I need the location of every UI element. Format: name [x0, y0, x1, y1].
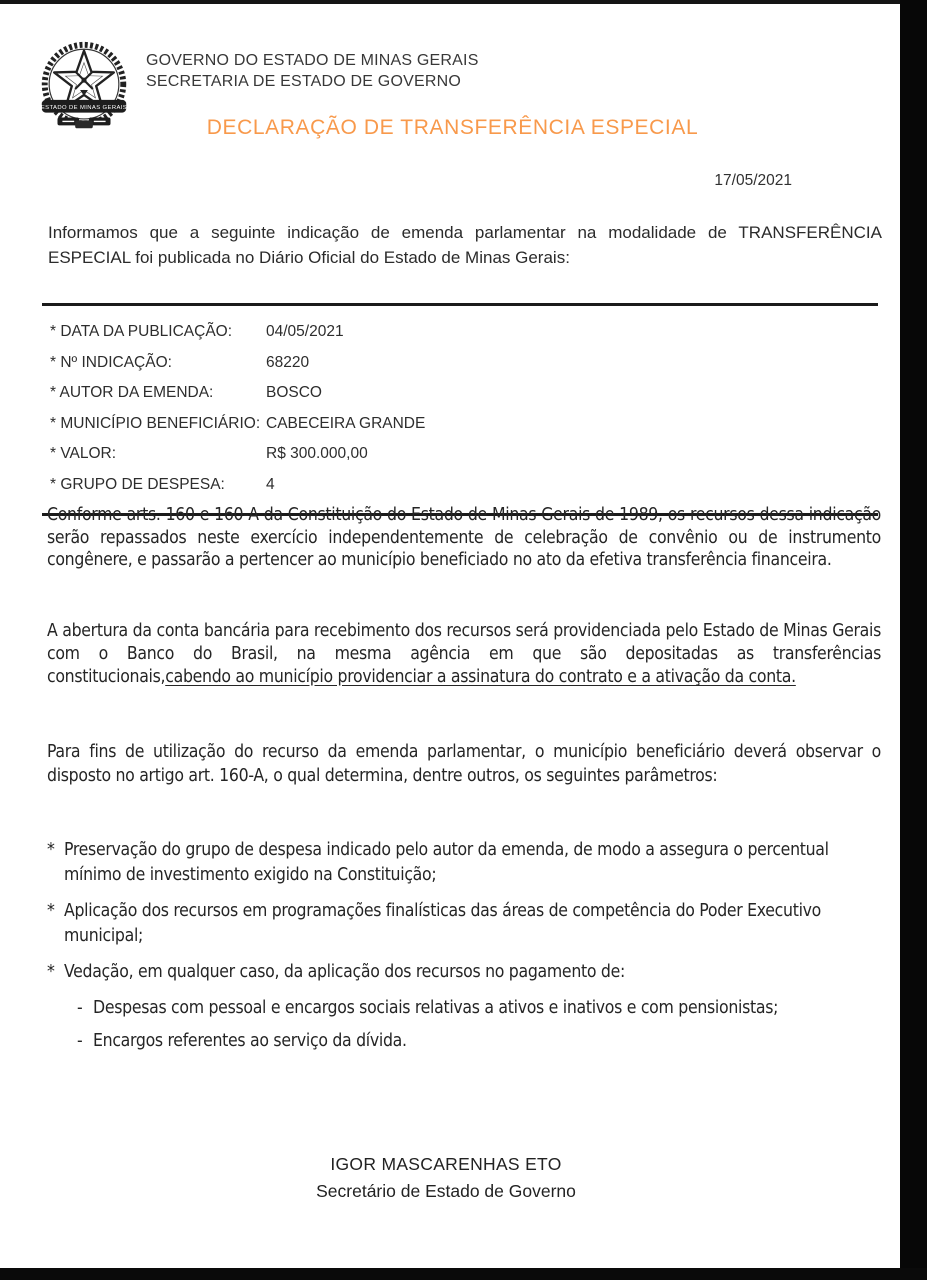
logo-banner-text: ESTADO DE MINAS GERAIS — [40, 105, 128, 112]
paragraph-constitution: Conforme arts. 160 e 160-A da Constituição do Estado de Minas Gerais de 1989, os recursos dessa indicação serão repassados neste exercício independentemente de celebração de convênio ou de instrumento congênere, e passarão a pertencer ao município beneficiado no ato da efetiva transferência financeira. — [47, 505, 881, 570]
list-item — [77, 996, 869, 1021]
document-title: DECLARAÇÃO DE TRANSFERÊNCIA ESPECIAL — [206, 116, 699, 139]
list-item — [47, 960, 869, 985]
bullet-marker: * — [47, 840, 55, 860]
bullet-marker: * — [47, 901, 55, 921]
dash-marker: - — [77, 1031, 83, 1051]
scan-edge-top — [0, 0, 927, 4]
paragraph-bank-account-lead: A abertura da conta bancária para recebimento dos recursos será providenciada pelo Estado de Minas Gerais com o Banco do Brasil, na mesma agência em que são depositadas as transferências constitucionais, — [47, 621, 881, 687]
parameter-expense-group-preservation: Preservação do grupo de despesa indicado pelo autor da emenda, de modo a assegura o percentual mínimo de investimento exigido na Constituição; — [64, 840, 829, 885]
field-label-beneficiary-municipality: * MUNICÍPIO BENEFICIÁRIO: — [50, 414, 261, 432]
table-row — [50, 317, 878, 348]
signer-role: Secretário de Estado de Governo — [316, 1181, 576, 1201]
indication-fields-table — [42, 303, 878, 516]
paragraph-bank-account — [47, 620, 881, 689]
table-row — [50, 378, 878, 409]
list-item — [47, 899, 869, 949]
table-row — [50, 439, 878, 470]
signature-block — [0, 1150, 892, 1204]
table-row — [50, 348, 878, 379]
table-row — [50, 409, 878, 440]
field-value-indication-number: 68220 — [266, 353, 310, 371]
intro-paragraph: Informamos que a seguinte indicação de emenda parlamentar na modalidade de TRANSFERÊNCIA ESPECIAL foi publicada no Diário Oficial do Estado de Minas Gerais: — [48, 223, 882, 267]
field-label-publication-date: * DATA DA PUBLICAÇÃO: — [50, 323, 233, 341]
table-row — [50, 470, 878, 501]
field-label-amendment-author: * AUTOR DA EMENDA: — [50, 384, 214, 402]
dash-marker: - — [77, 998, 83, 1018]
bullet-marker: * — [47, 962, 55, 982]
list-item — [47, 838, 869, 888]
org-line-government: GOVERNO DO ESTADO DE MINAS GERAIS — [146, 52, 479, 69]
field-value-amendment-author: BOSCO — [266, 384, 322, 402]
field-label-amount: * VALOR: — [50, 445, 117, 463]
scan-edge-right — [900, 0, 927, 1280]
org-line-secretariat: SECRETARIA DE ESTADO DE GOVERNO — [146, 73, 461, 90]
field-value-beneficiary-municipality: CABECEIRA GRANDE — [266, 414, 426, 432]
field-label-expense-group: * GRUPO DE DESPESA: — [50, 475, 225, 493]
field-label-indication-number: * Nº INDICAÇÃO: — [50, 353, 172, 371]
parameters-list — [47, 838, 869, 1062]
org-header — [146, 50, 479, 92]
paragraph-usage-rules: Para fins de utilização do recurso da emenda parlamentar, o município beneficiário deverá observar o disposto no artigo art. 160-A, o qual determina, dentre outros, os seguintes parâmetros: — [47, 742, 881, 786]
signer-name: IGOR MASCARENHAS ETO — [330, 1154, 562, 1174]
field-value-expense-group: 4 — [266, 475, 275, 493]
field-value-amount: R$ 300.000,00 — [266, 445, 368, 463]
issue-date: 17/05/2021 — [714, 172, 792, 189]
field-value-publication-date: 04/05/2021 — [266, 323, 344, 341]
paragraph-bank-account-underlined: cabendo ao município providenciar a assinatura do contrato e a ativação da conta. — [165, 667, 796, 687]
parameter-finalistic-programs: Aplicação dos recursos em programações finalísticas das áreas de competência do Poder Executivo municipal; — [64, 901, 822, 946]
prohibition-personnel-expenses: Despesas com pessoal e encargos sociais relativas a ativos e inativos e com pensionistas; — [93, 998, 779, 1018]
list-item — [77, 1029, 869, 1054]
parameter-payment-prohibition: Vedação, em qualquer caso, da aplicação dos recursos no pagamento de: — [64, 962, 625, 982]
prohibition-debt-service: Encargos referentes ao serviço da dívida. — [93, 1031, 407, 1051]
scan-edge-bottom — [0, 1268, 927, 1280]
